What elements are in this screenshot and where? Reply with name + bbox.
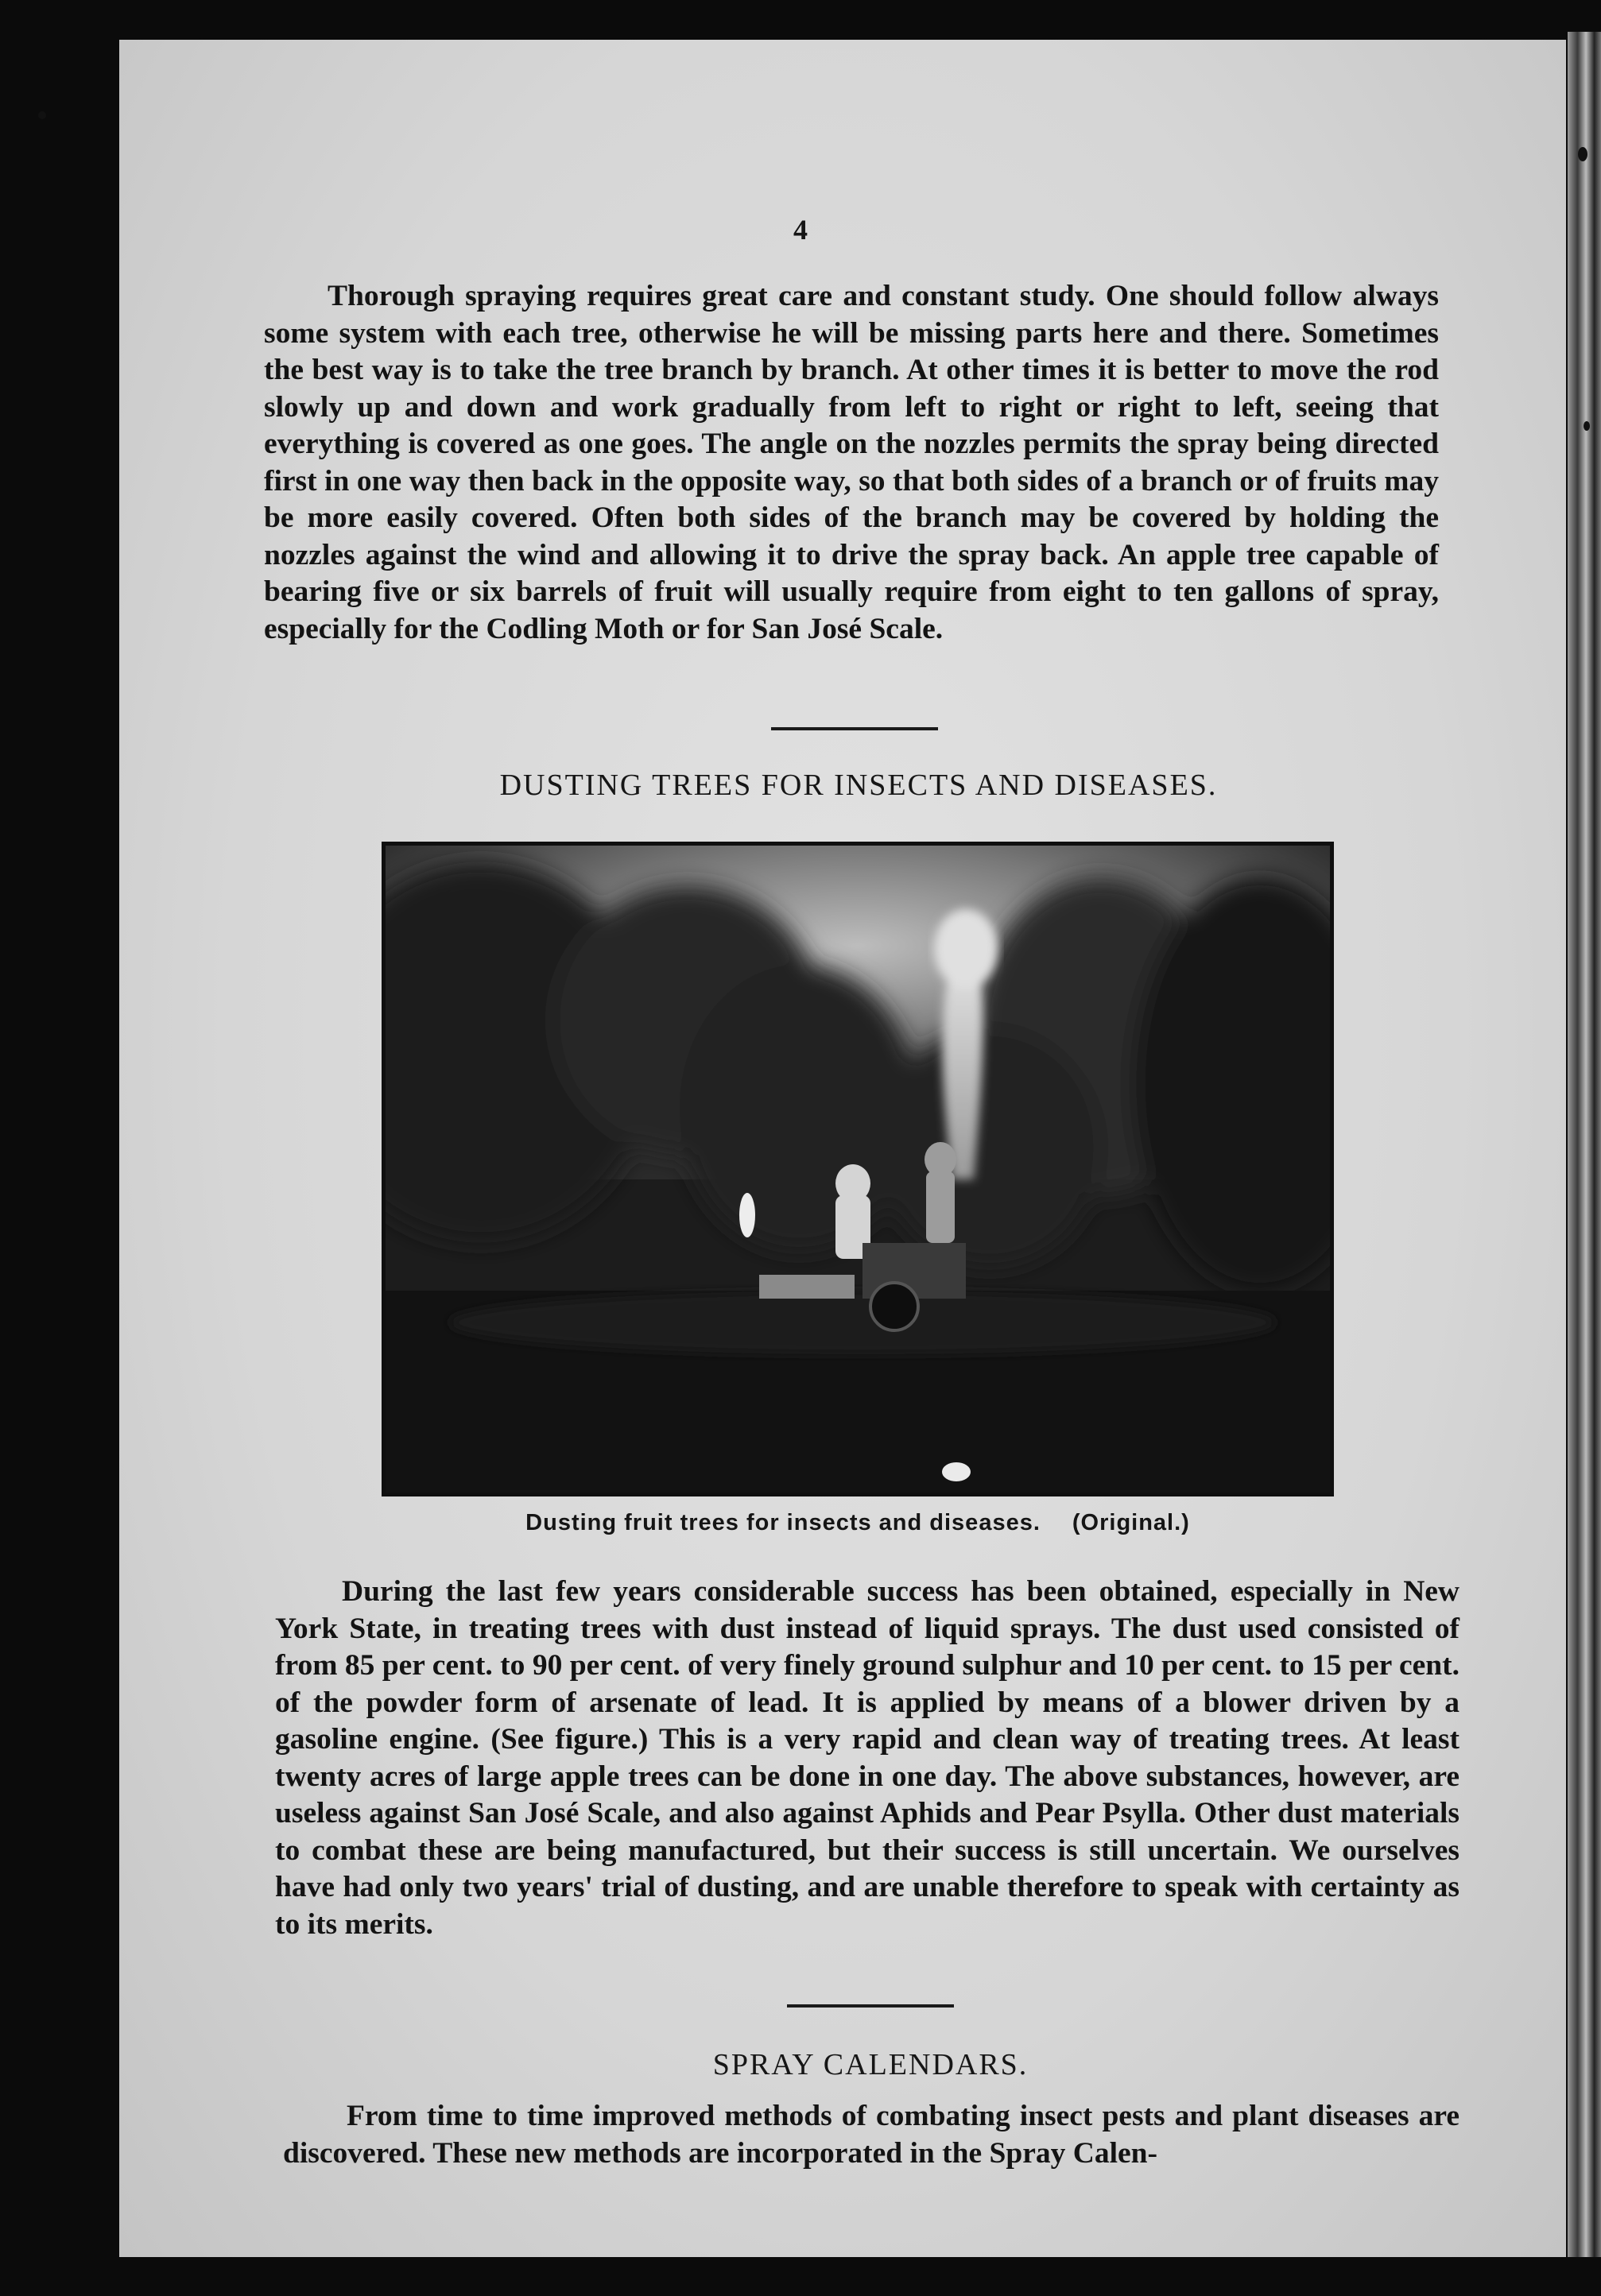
page-right-edge <box>1568 32 1601 2257</box>
figure-caption-main: Dusting fruit trees for insects and diseases. <box>525 1510 1041 1535</box>
scan-speck <box>942 1462 971 1481</box>
figure-caption <box>382 1510 1334 1536</box>
photo-illustration <box>386 846 1330 1493</box>
paragraph-thorough-spraying: Thorough spraying requires great care and constant study. One should follow always some system with each tree, otherwise he will be missing parts here and there. Sometimes the best way is to take the tree branch by branch. At other times it is better to move the rod slowly up and down and work gradually from left to right or right to left, seeing that everything is covered as one goes. The angle on the nozzles permits the spray being directed first in one way then back in the opposite way, so that both sides of a branch or of fruits may be more easily covered. Often both sides of the branch may be covered by holding the nozzles against the wind and allowing it to drive the spray back. An apple tree capable of bearing five or six barrels of fruit will usually require from eight to ten gallons of spray, especially for the Codling Moth or for San José Scale. <box>264 280 1439 645</box>
scan-speck <box>1578 147 1587 161</box>
figure-caption-note: (Original.) <box>1072 1510 1190 1535</box>
paragraph-dusting-success: During the last few years considerable success has been obtained, especially in New York State, in treating trees with dust instead of liquid sprays. The dust used consisted of from 85 per cent. to 90 per cent. of very finely ground sulphur and 10 per cent. to 15 per cent. of the powder form of arsenate of lead. It is applied by means of a blower driven by a gasoline engine. (See figure.) This is a very rapid and clean way of treating trees. At least twenty acres of large apple trees can be done in one day. The above substances, however, are useless against San José Scale, and also against Aphids and Pear Psylla. Other dust materials to combat these are being manufactured, but their success is still uncertain. We ourselves have had only two years' trial of dusting, and are unable therefore to speak with certainty as to its merits. <box>275 1575 1460 1941</box>
section-divider-rule <box>771 727 938 730</box>
scan-speck <box>38 111 46 119</box>
figure-photo-dusting <box>382 842 1334 1496</box>
section-divider-rule-2 <box>787 2004 954 2008</box>
heading-dusting-trees: DUSTING TREES FOR INSECTS AND DISEASES. <box>499 769 1218 802</box>
heading-spray-calendars: SPRAY CALENDARS. <box>712 2048 1029 2081</box>
page-number: 4 <box>793 214 808 246</box>
paragraph-spray-calendars: From time to time improved methods of combating insect pests and plant diseases are discovered. These new methods are incorporated in the Spray Calen- <box>283 2100 1460 2170</box>
scan-speck <box>1584 421 1590 431</box>
